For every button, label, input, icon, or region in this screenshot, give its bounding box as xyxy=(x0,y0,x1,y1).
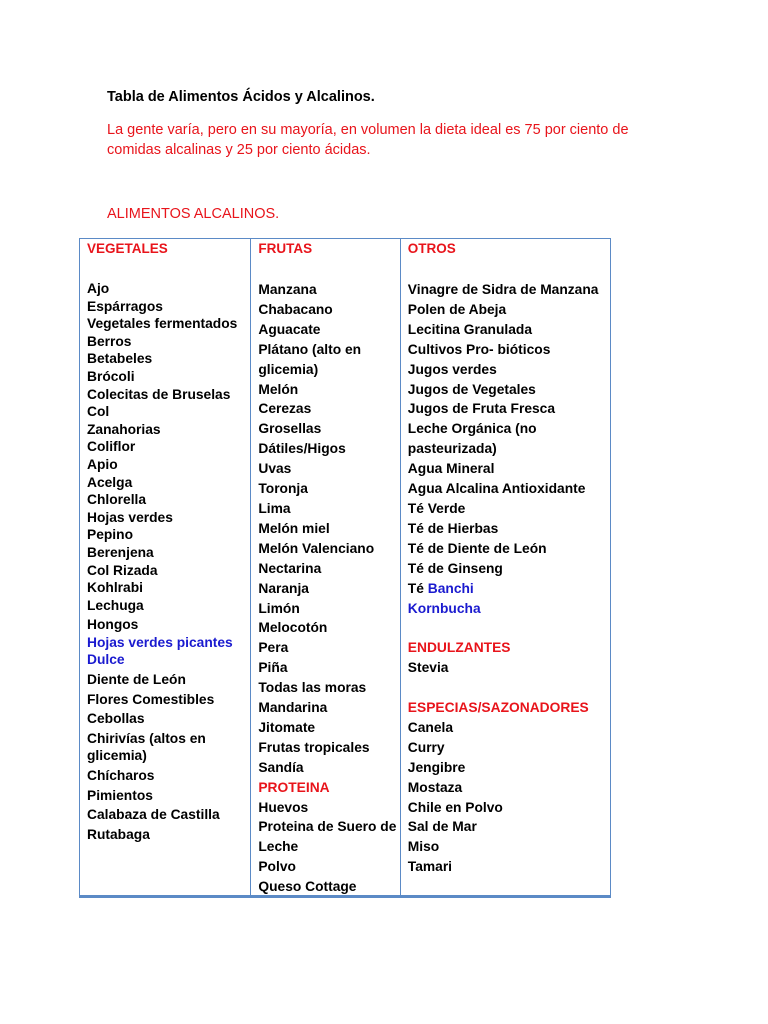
list-item: Kornbucha xyxy=(407,600,481,616)
column-frutas xyxy=(250,239,399,895)
section-heading: ALIMENTOS ALCALINOS. xyxy=(107,206,280,222)
list-item: Grosellas xyxy=(258,421,322,437)
list-item: Cerezas xyxy=(258,401,312,417)
list-item: Miso xyxy=(407,839,440,855)
list-item: Colecitas de Bruselas xyxy=(87,386,231,402)
list-item: Hongos xyxy=(87,617,139,633)
list-item: Pimientos xyxy=(87,787,153,803)
column-header-frutas: FRUTAS xyxy=(258,241,313,256)
list-item: Sandía xyxy=(258,759,304,775)
list-item: Agua Alcalina Antioxidante xyxy=(407,481,586,497)
list-item: Frutas tropicales xyxy=(258,739,370,755)
list-item: Té Verde xyxy=(407,500,466,516)
column-otros xyxy=(400,239,610,895)
list-item: Espárragos xyxy=(87,298,163,314)
list-item: Té de Diente de León xyxy=(407,540,547,556)
list-item: Zanahorias xyxy=(87,421,161,437)
list-item xyxy=(408,579,608,599)
list-item: Uvas xyxy=(258,461,292,477)
endulzantes-header: ENDULZANTES xyxy=(407,640,511,656)
otros-list xyxy=(408,280,608,877)
list-item: Hojas verdes xyxy=(87,509,173,525)
list-item: Polvo xyxy=(258,859,296,875)
vegetales-list xyxy=(87,280,248,843)
intro-paragraph: La gente varía, pero en su mayoría, en volumen la dieta ideal es 75 por ciento de comidas alcalinas y 25 por ciento ácidas. xyxy=(107,122,629,158)
document-title: Tabla de Alimentos Ácidos y Alcalinos. xyxy=(107,89,375,105)
list-item: Polen de Abeja xyxy=(407,301,507,317)
list-item: Vegetales fermentados xyxy=(87,316,238,332)
especias-header: ESPECIAS/SAZONADORES xyxy=(407,700,589,715)
list-item: Calabaza de Castilla xyxy=(87,807,220,823)
column-vegetales xyxy=(80,239,250,895)
proteina-header: PROTEINA xyxy=(258,779,330,795)
te-banchi: Banchi xyxy=(427,580,474,596)
list-item: Cultivos Pro- bióticos xyxy=(407,341,551,357)
list-item: Vinagre de Sidra de Manzana xyxy=(407,282,599,297)
list-item: Lima xyxy=(258,500,291,516)
list-item: Toronja xyxy=(258,481,308,497)
list-item: Sal de Mar xyxy=(407,819,477,835)
list-item: Diente de León xyxy=(87,672,186,688)
list-item: Mostaza xyxy=(407,779,463,795)
list-item: Apio xyxy=(87,456,118,472)
list-item: Melón xyxy=(258,381,299,397)
list-item: Berenjena xyxy=(87,544,154,560)
list-item: Todas las moras xyxy=(258,680,367,696)
frutas-list xyxy=(258,280,397,897)
list-item: Jugos de Fruta Fresca xyxy=(407,401,556,417)
alkaline-foods-table xyxy=(79,238,611,898)
list-item: Té de Ginseng xyxy=(407,560,503,576)
list-item: Dátiles/Higos xyxy=(258,441,346,457)
list-item: Té de Hierbas xyxy=(407,520,499,536)
list-item: Canela xyxy=(407,719,454,735)
list-item: Pepino xyxy=(87,527,133,543)
list-item: Tamari xyxy=(407,859,453,875)
list-item: Chirivías (altos en glicemia) xyxy=(87,730,206,764)
list-item: Betabeles xyxy=(87,351,153,367)
list-item: Cebollas xyxy=(87,711,145,727)
list-item: Leche Orgánica (no pasteurizada) xyxy=(407,421,537,457)
spacer xyxy=(408,678,608,698)
list-item: Hojas verdes picantes xyxy=(87,634,233,650)
list-item: Manzana xyxy=(258,282,317,297)
list-item: Curry xyxy=(407,739,445,755)
list-item: Jugos de Vegetales xyxy=(407,381,536,397)
list-item: Chlorella xyxy=(87,492,147,508)
list-item: Melón miel xyxy=(258,520,330,536)
column-header-otros: OTROS xyxy=(407,241,456,256)
list-item: Lechuga xyxy=(87,597,144,613)
list-item: Brócoli xyxy=(87,368,135,384)
list-item: Huevos xyxy=(258,799,309,815)
list-item: Mandarina xyxy=(258,700,328,716)
list-item: Agua Mineral xyxy=(407,461,495,477)
list-item: Rutabaga xyxy=(87,826,150,842)
list-item: Melón Valenciano xyxy=(258,540,375,556)
list-item: Lecitina Granulada xyxy=(407,321,533,337)
list-item: Melocotón xyxy=(258,620,328,636)
list-item: Nectarina xyxy=(258,560,322,576)
list-item: Jitomate xyxy=(258,719,316,735)
list-item: Stevia xyxy=(407,660,449,676)
list-item: Col xyxy=(87,404,110,420)
list-item: Kohlrabi xyxy=(87,580,143,596)
list-item: Coliflor xyxy=(87,439,136,455)
spacer xyxy=(408,618,608,638)
list-item: Flores Comestibles xyxy=(87,691,215,707)
list-item: Col Rizada xyxy=(87,562,158,578)
list-item: Plátano (alto en glicemia) xyxy=(258,341,362,377)
list-item: Naranja xyxy=(258,580,309,596)
list-item: Proteina de Suero de Leche xyxy=(258,819,397,855)
list-item: Chile en Polvo xyxy=(407,799,503,815)
list-item: Acelga xyxy=(87,474,133,490)
column-header-vegetales: VEGETALES xyxy=(87,241,168,256)
list-item: Berros xyxy=(87,333,132,349)
list-item: Dulce xyxy=(87,652,125,668)
list-item: Queso Cottage xyxy=(258,879,357,895)
list-item: Limón xyxy=(258,600,300,616)
te-prefix: Té xyxy=(407,580,424,596)
list-item: Jengibre xyxy=(407,759,466,775)
list-item: Chícharos xyxy=(87,768,155,784)
list-item: Pera xyxy=(258,640,289,656)
list-item: Ajo xyxy=(87,281,110,296)
list-item: Aguacate xyxy=(258,321,321,337)
list-item: Chabacano xyxy=(258,301,333,317)
list-item: Piña xyxy=(258,660,288,676)
list-item: Jugos verdes xyxy=(407,361,497,377)
